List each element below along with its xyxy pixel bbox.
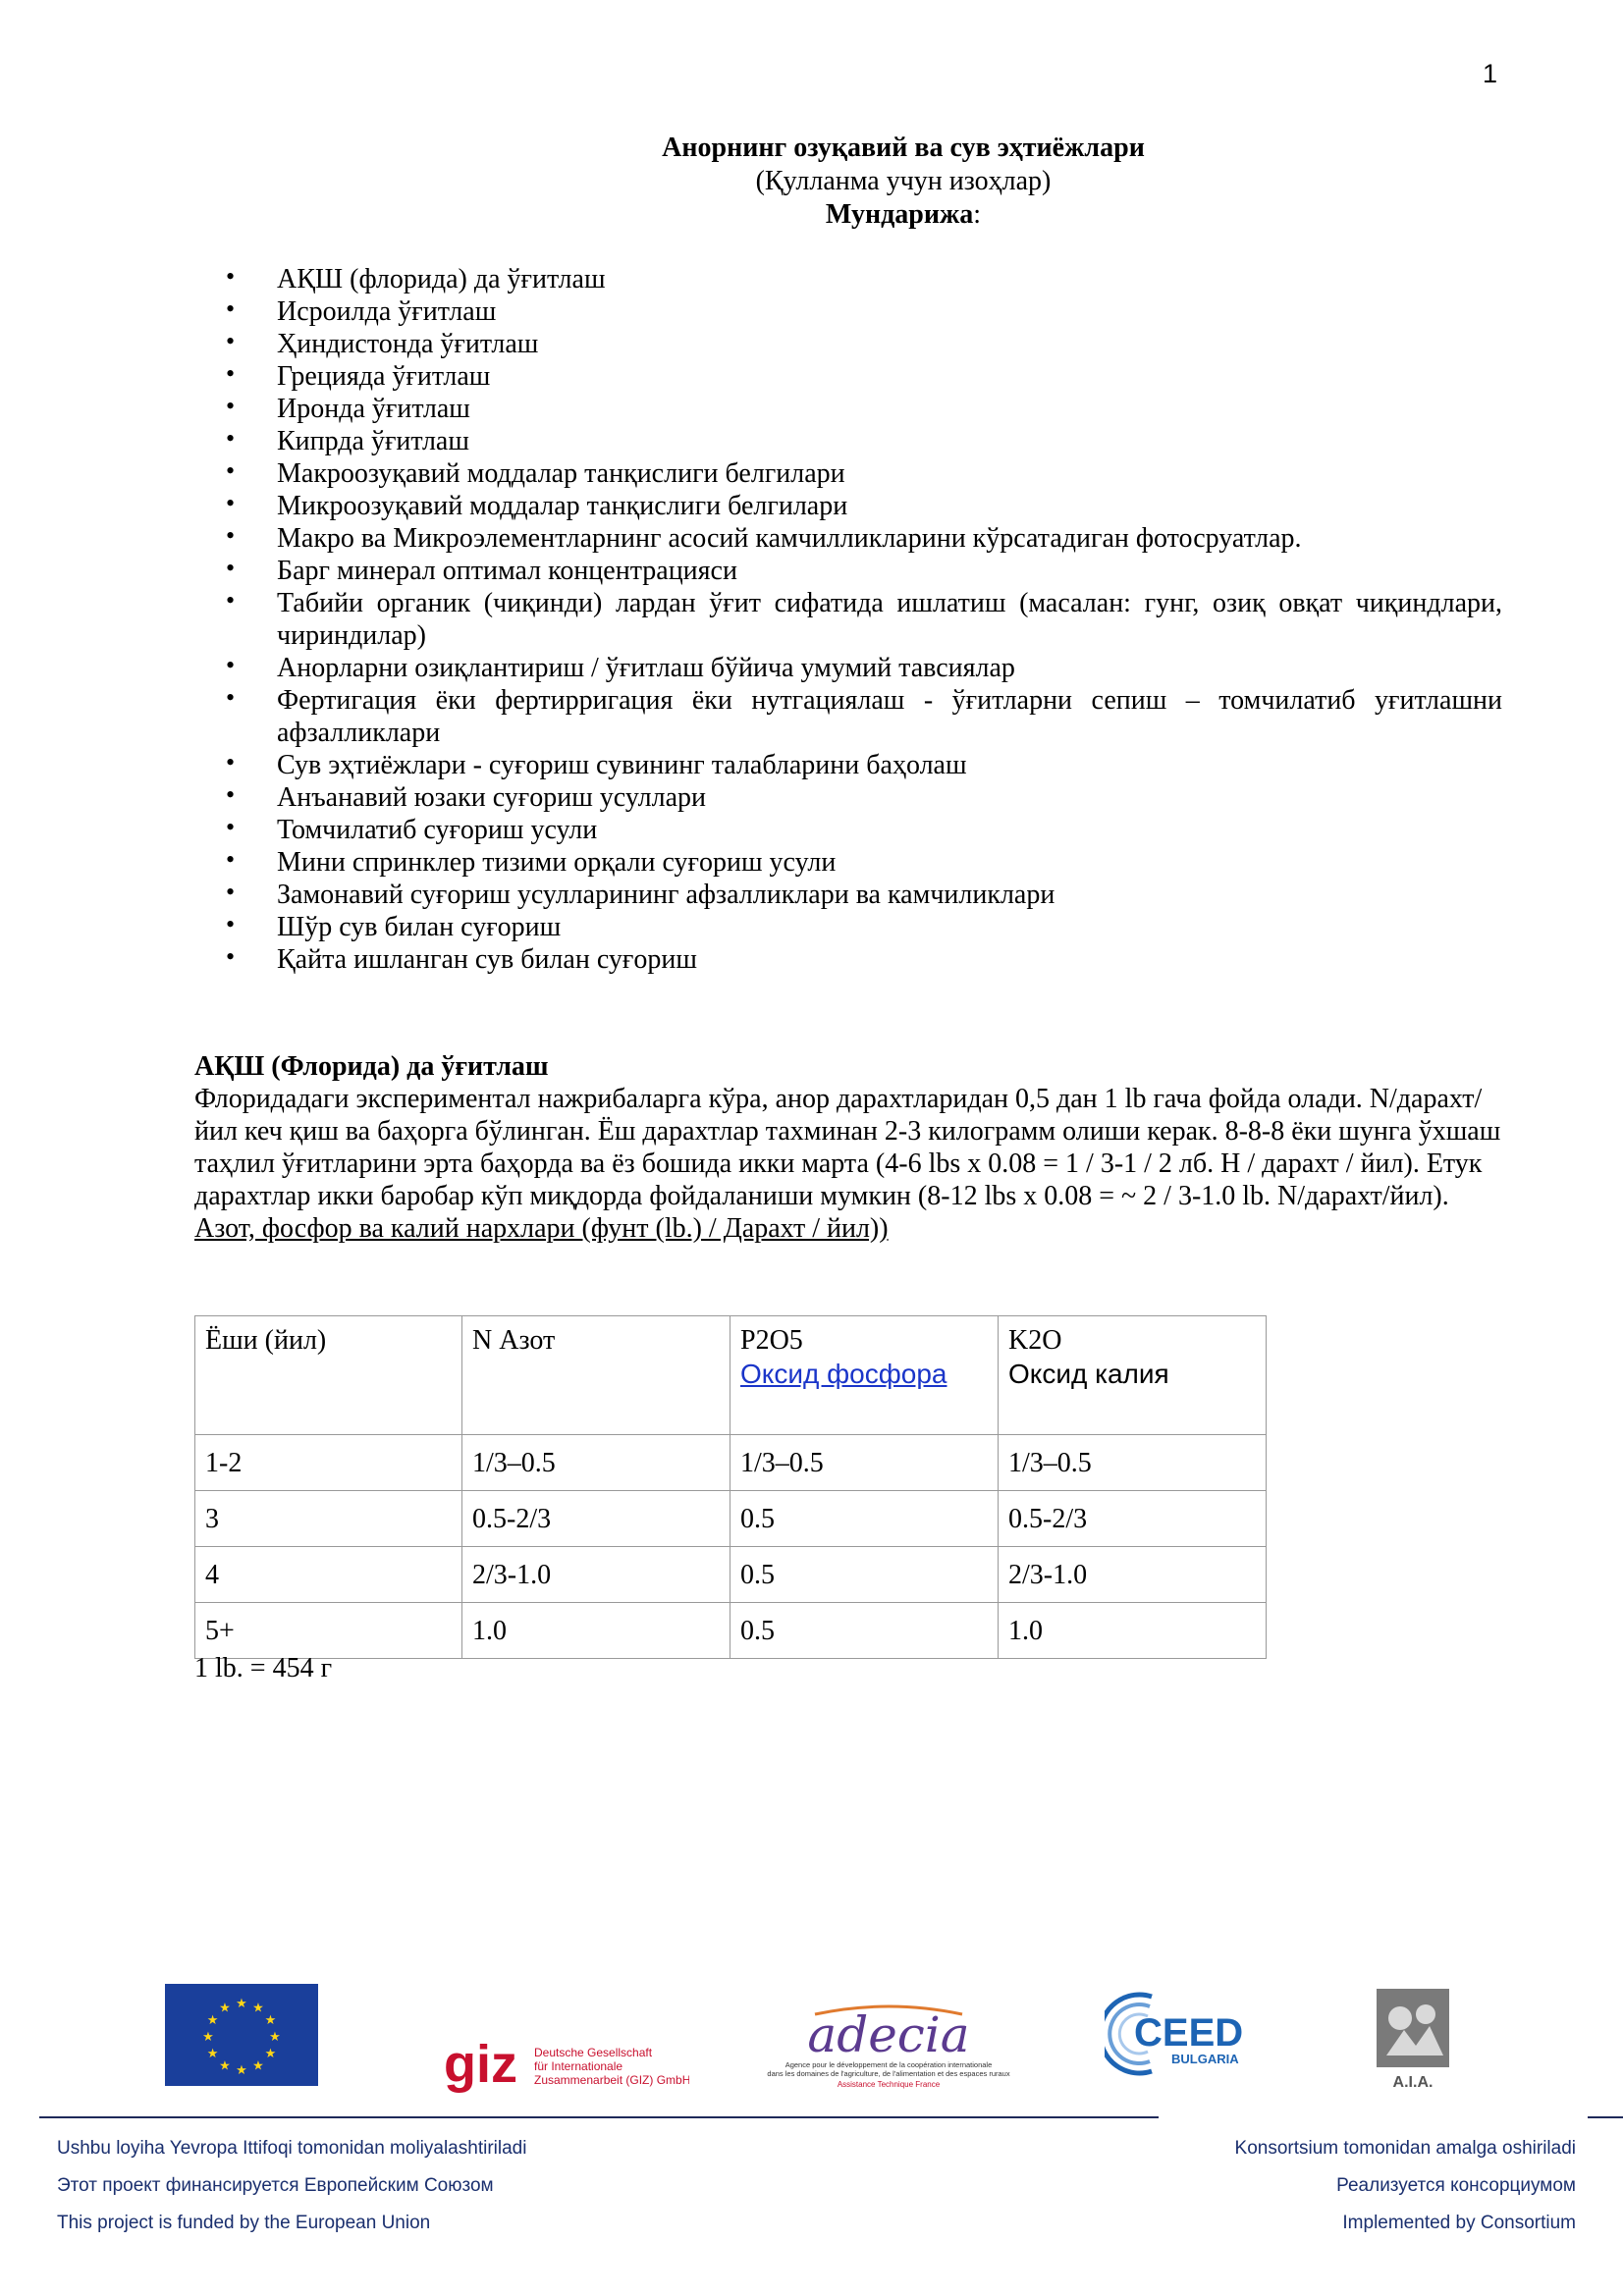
footer-funding-uz: Ushbu loyiha Yevropa Ittifoqi tomonidan moliyalashtiriladi [57, 2138, 527, 2159]
table-cell: 1-2 [195, 1435, 462, 1491]
table-cell: 0.5 [730, 1547, 999, 1603]
table-cell: 1/3–0.5 [999, 1435, 1267, 1491]
table-cell: 2/3-1.0 [999, 1547, 1267, 1603]
adecia-mark: adecia [807, 2006, 970, 2063]
svg-text:★: ★ [219, 2058, 231, 2074]
toc-item: • АҚШ (флорида) да ўғитлаш [226, 263, 1502, 295]
eu-flag-logo [165, 1984, 318, 2086]
adecia-text-line: dans les domaines de l'agriculture, de l'alimentation et des espaces ruraux [767, 2069, 1010, 2078]
contents-heading: Мундарижа [825, 199, 974, 230]
svg-text:★: ★ [236, 1997, 247, 2011]
contents-colon: : [973, 199, 982, 230]
footer-funding [57, 2130, 526, 2242]
toc-item: • Замонавий суғориш усулларининг афзалликлари ва камчиликлари [226, 879, 1502, 911]
toc-item: • Мини спринклер тизими орқали суғориш усули [226, 846, 1502, 879]
toc-item: • Табийи органик (чиқинди) лардан ўғит сифатида ишлатиш (масалан: гунг, озиқ овқат чиқиндлари, чириндилар) [226, 587, 1502, 652]
ceed-sub: BULGARIA [1171, 2052, 1239, 2066]
table-header-row [195, 1316, 1267, 1435]
document-header [589, 132, 1217, 232]
toc-item: • Анъанавий юзаки суғориш усуллари [226, 781, 1502, 814]
table-cell: 0.5 [730, 1603, 999, 1659]
potassium-oxide-label: Оксид калия [1008, 1359, 1169, 1389]
toc-item: • Макроозуқавий моддалар танқислиги белгилари [226, 457, 1502, 490]
svg-text:★: ★ [269, 2030, 281, 2045]
svg-text:★: ★ [264, 2047, 277, 2061]
footer-consortium-uz: Konsortsium tomonidan amalga oshiriladi [1234, 2138, 1576, 2159]
giz-mark: giz [444, 2037, 517, 2094]
giz-logo [444, 2037, 689, 2096]
phosphorus-oxide-link[interactable]: Оксид фосфора [740, 1359, 947, 1389]
header-k2o: K2O Оксид калия [999, 1316, 1267, 1435]
toc-item: • Макро ва Микроэлементларнинг асосий камчилликларини кўрсатадиган фотосруатлар. [226, 522, 1502, 555]
header-nitrogen: N Азот [462, 1316, 730, 1435]
toc-item: • Кипрда ўғитлаш [226, 425, 1502, 457]
table-cell: 1.0 [999, 1603, 1267, 1659]
table-caption: Азот, фосфор ва калий нархлари (фунт (lb.) / Дарахт / йил)) [194, 1213, 889, 1244]
page-number: 1 [1483, 59, 1498, 88]
toc-item: • Анорларни озиқлантириш / ўғитлаш бўйича умумий тавсиялар [226, 652, 1502, 684]
svg-text:★: ★ [252, 2058, 264, 2074]
toc-item: • Иронда ўғитлаш [226, 393, 1502, 425]
footer-consortium-en: Implemented by Consortium [1342, 2213, 1576, 2233]
usa-section [194, 1050, 1510, 1245]
svg-text:★: ★ [219, 2001, 231, 2016]
table-cell: 0.5-2/3 [462, 1491, 730, 1547]
document-subtitle: (Қулланма учун изоҳлар) [755, 166, 1052, 196]
toc-item: • Шўр сув билан суғориш [226, 911, 1502, 943]
toc-item: • Грецияда ўғитлаш [226, 360, 1502, 393]
aia-mark: A.I.A. [1392, 2074, 1434, 2091]
adecia-text-line: Agence pour le développement de la coopération internationale [784, 2060, 993, 2069]
svg-text:★: ★ [206, 2013, 219, 2028]
footer-funding-en: This project is funded by the European Union [57, 2213, 431, 2233]
table-cell: 5+ [195, 1603, 462, 1659]
table-cell: 0.5 [730, 1491, 999, 1547]
header-p2o5: P2O5 Оксид фосфора [730, 1316, 999, 1435]
section-body: Флоридадаги экспериментал нажрибаларга кўра, анор дарахтларидан 0,5 дан 1 lb гача фойда олади. N/дарахт/йил кеч қиш ва баҳорга бўлинган. Ёш дарахтлар тахминан 2-3 килограмм олиши керак. 8-8-8 ёки шунга ўхшаш таҳлил ўғитларини эрта баҳорда ва ёз бошида икки марта (4-6 lbs x 0.08 = 1 / 3-1 / 2 лб. Н / дарахт / йил). Етук дарахтлар икки баробар кўп миқдорда фойдаланиши мумкин (8-12 lbs x 0.08 = ~ 2 / 3-1.0 lb. N/дарахт/йил). [194, 1084, 1501, 1211]
footer-divider [1588, 2116, 1623, 2118]
toc-item: • Ҳиндистонда ўғитлаш [226, 328, 1502, 360]
adecia-sub: Assistance Technique France [837, 2080, 941, 2089]
svg-text:★: ★ [252, 2001, 264, 2016]
ceed-mark: CEED [1134, 2011, 1244, 2055]
toc-item: • Сув эҳтиёжлари - суғориш сувининг талабларини баҳолаш [226, 749, 1502, 781]
ceed-bulgaria-logo [1105, 1985, 1262, 2083]
svg-text:★: ★ [264, 2013, 277, 2028]
footer-consortium-ru: Реализуется консорциумом [1336, 2175, 1576, 2196]
table-cell: 1/3–0.5 [462, 1435, 730, 1491]
giz-text-line: Deutsche Gesellschaft [534, 2046, 653, 2059]
document-title: Анорнинг озуқавий ва сув эҳтиёжлари [662, 133, 1145, 163]
table-cell: 1/3–0.5 [730, 1435, 999, 1491]
giz-text-line: Zusammenarbeit (GIZ) GmbH [534, 2073, 689, 2087]
table-cell: 1.0 [462, 1603, 730, 1659]
toc-item: • Қайта ишланган сув билан суғориш [226, 943, 1502, 976]
svg-text:★: ★ [202, 2030, 214, 2045]
aia-logo [1375, 1987, 1451, 2093]
svg-text:★: ★ [206, 2047, 219, 2061]
toc-item: • Микроозуқавий моддалар танқислиги белгилари [226, 490, 1502, 522]
table-of-contents [226, 263, 1502, 976]
adecia-logo [756, 1997, 1021, 2095]
footer-funding-ru: Этот проект финансируется Европейским Союзом [57, 2175, 494, 2196]
section-title: АҚШ (Флорида) да ўғитлаш [194, 1051, 549, 1082]
fertilizer-table [194, 1315, 1267, 1659]
header-age: Ёши (йил) [195, 1316, 462, 1435]
toc-item: • Исроилда ўғитлаш [226, 295, 1502, 328]
unit-conversion-note: 1 lb. = 454 г [194, 1653, 333, 1683]
table-row [195, 1603, 1267, 1659]
table-cell: 0.5-2/3 [999, 1491, 1267, 1547]
toc-item: • Томчилатиб суғориш усули [226, 814, 1502, 846]
giz-text-line: für Internationale [534, 2059, 623, 2073]
table-cell: 4 [195, 1547, 462, 1603]
footer-divider [39, 2116, 1159, 2118]
svg-text:★: ★ [236, 2063, 247, 2078]
table-row [195, 1435, 1267, 1491]
footer-consortium [1235, 2130, 1576, 2242]
table-cell: 3 [195, 1491, 462, 1547]
table-row [195, 1491, 1267, 1547]
toc-item: • Фертигация ёки фертирригация ёки нутгациялаш - ўғитларни сепиш – томчилатиб уғитлашни афзалликлари [226, 684, 1502, 749]
toc-item: • Барг минерал оптимал концентрацияси [226, 555, 1502, 587]
table-row [195, 1547, 1267, 1603]
table-cell: 2/3-1.0 [462, 1547, 730, 1603]
